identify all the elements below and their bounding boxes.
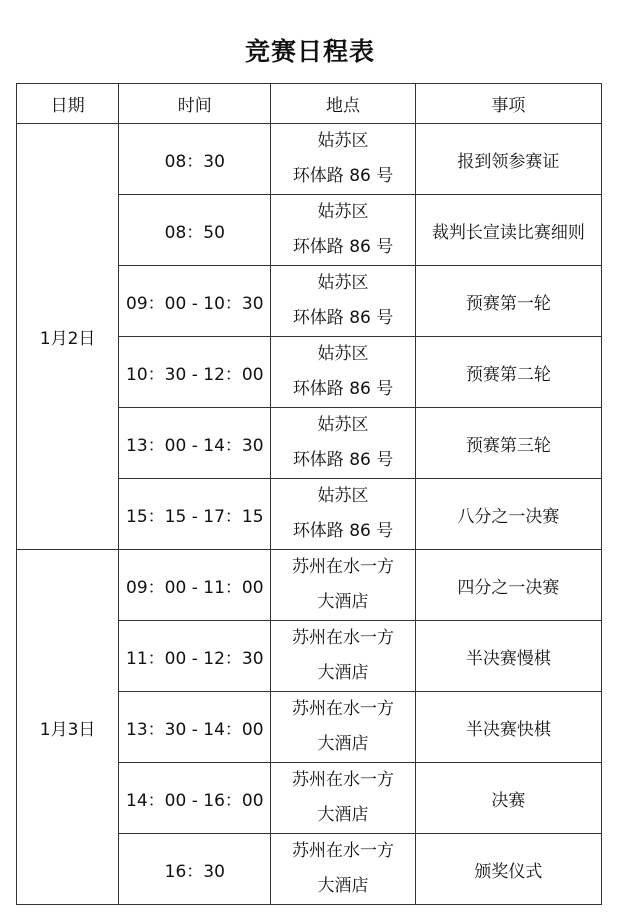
- place-cell: [271, 124, 415, 195]
- item-cell: 八分之一决赛: [415, 479, 601, 550]
- place-line-1: 姑苏区: [317, 202, 369, 222]
- item-cell: 半决赛快棋: [415, 692, 601, 763]
- item-cell: 报到领参赛证: [415, 124, 601, 195]
- place-line-1: 苏州在水一方: [292, 628, 395, 648]
- place-line-1: 姑苏区: [317, 131, 369, 151]
- place-line-2: 大酒店: [317, 805, 369, 825]
- page-title: 竞赛日程表: [244, 37, 375, 66]
- time-cell: 08：50: [119, 195, 271, 266]
- place-line-2: 大酒店: [317, 734, 369, 754]
- time-cell: 11：00 - 12：30: [119, 621, 271, 692]
- place-line-1: 姑苏区: [317, 344, 369, 364]
- place-line-2: 环体路 86 号: [292, 379, 394, 399]
- time-cell: 14：00 - 16：00: [119, 763, 271, 834]
- time-cell: 15：15 - 17：15: [119, 479, 271, 550]
- time-cell: 09：00 - 10：30: [119, 266, 271, 337]
- time-cell: 16：30: [119, 834, 271, 905]
- time-cell: 13：30 - 14：00: [119, 692, 271, 763]
- item-cell: 半决赛慢棋: [415, 621, 601, 692]
- place-cell: [271, 337, 415, 408]
- item-cell: 预赛第三轮: [415, 408, 601, 479]
- date-cell: 1月3日: [17, 550, 119, 905]
- header-item: 事项: [415, 84, 601, 124]
- place-line-1: 苏州在水一方: [292, 557, 395, 577]
- table-header-row: [17, 84, 602, 124]
- place-line-2: 大酒店: [317, 876, 369, 896]
- place-line-2: 大酒店: [317, 592, 369, 612]
- time-cell: 10：30 - 12：00: [119, 337, 271, 408]
- time-cell: 08：30: [119, 124, 271, 195]
- place-line-2: 环体路 86 号: [292, 521, 394, 541]
- date-cell: 1月2日: [17, 124, 119, 550]
- place-cell: [271, 763, 415, 834]
- schedule-table: [16, 83, 602, 905]
- time-cell: 09：00 - 11：00: [119, 550, 271, 621]
- header-date: 日期: [17, 84, 119, 124]
- place-cell: [271, 692, 415, 763]
- place-line-1: 苏州在水一方: [292, 699, 395, 719]
- item-cell: 决赛: [415, 763, 601, 834]
- place-line-2: 环体路 86 号: [292, 166, 394, 186]
- place-line-1: 苏州在水一方: [292, 841, 395, 861]
- item-cell: 预赛第二轮: [415, 337, 601, 408]
- place-cell: [271, 834, 415, 905]
- place-line-2: 环体路 86 号: [292, 308, 394, 328]
- item-cell: 裁判长宣读比赛细则: [415, 195, 601, 266]
- header-time: 时间: [119, 84, 271, 124]
- item-cell: 预赛第一轮: [415, 266, 601, 337]
- item-cell: 颁奖仪式: [415, 834, 601, 905]
- place-cell: [271, 550, 415, 621]
- time-cell: 13：00 - 14：30: [119, 408, 271, 479]
- place-cell: [271, 621, 415, 692]
- place-line-2: 环体路 86 号: [292, 450, 394, 470]
- place-cell: [271, 195, 415, 266]
- place-line-2: 大酒店: [317, 663, 369, 683]
- place-cell: [271, 408, 415, 479]
- place-line-1: 苏州在水一方: [292, 770, 395, 790]
- item-cell: 四分之一决赛: [415, 550, 601, 621]
- place-line-1: 姑苏区: [317, 415, 369, 435]
- place-line-2: 环体路 86 号: [292, 237, 394, 257]
- place-line-1: 姑苏区: [317, 273, 369, 293]
- place-cell: [271, 266, 415, 337]
- table-row: [17, 124, 602, 195]
- table-row: [17, 550, 602, 621]
- schedule-body: [17, 124, 602, 905]
- place-line-1: 姑苏区: [317, 486, 369, 506]
- header-place: 地点: [271, 84, 415, 124]
- place-cell: [271, 479, 415, 550]
